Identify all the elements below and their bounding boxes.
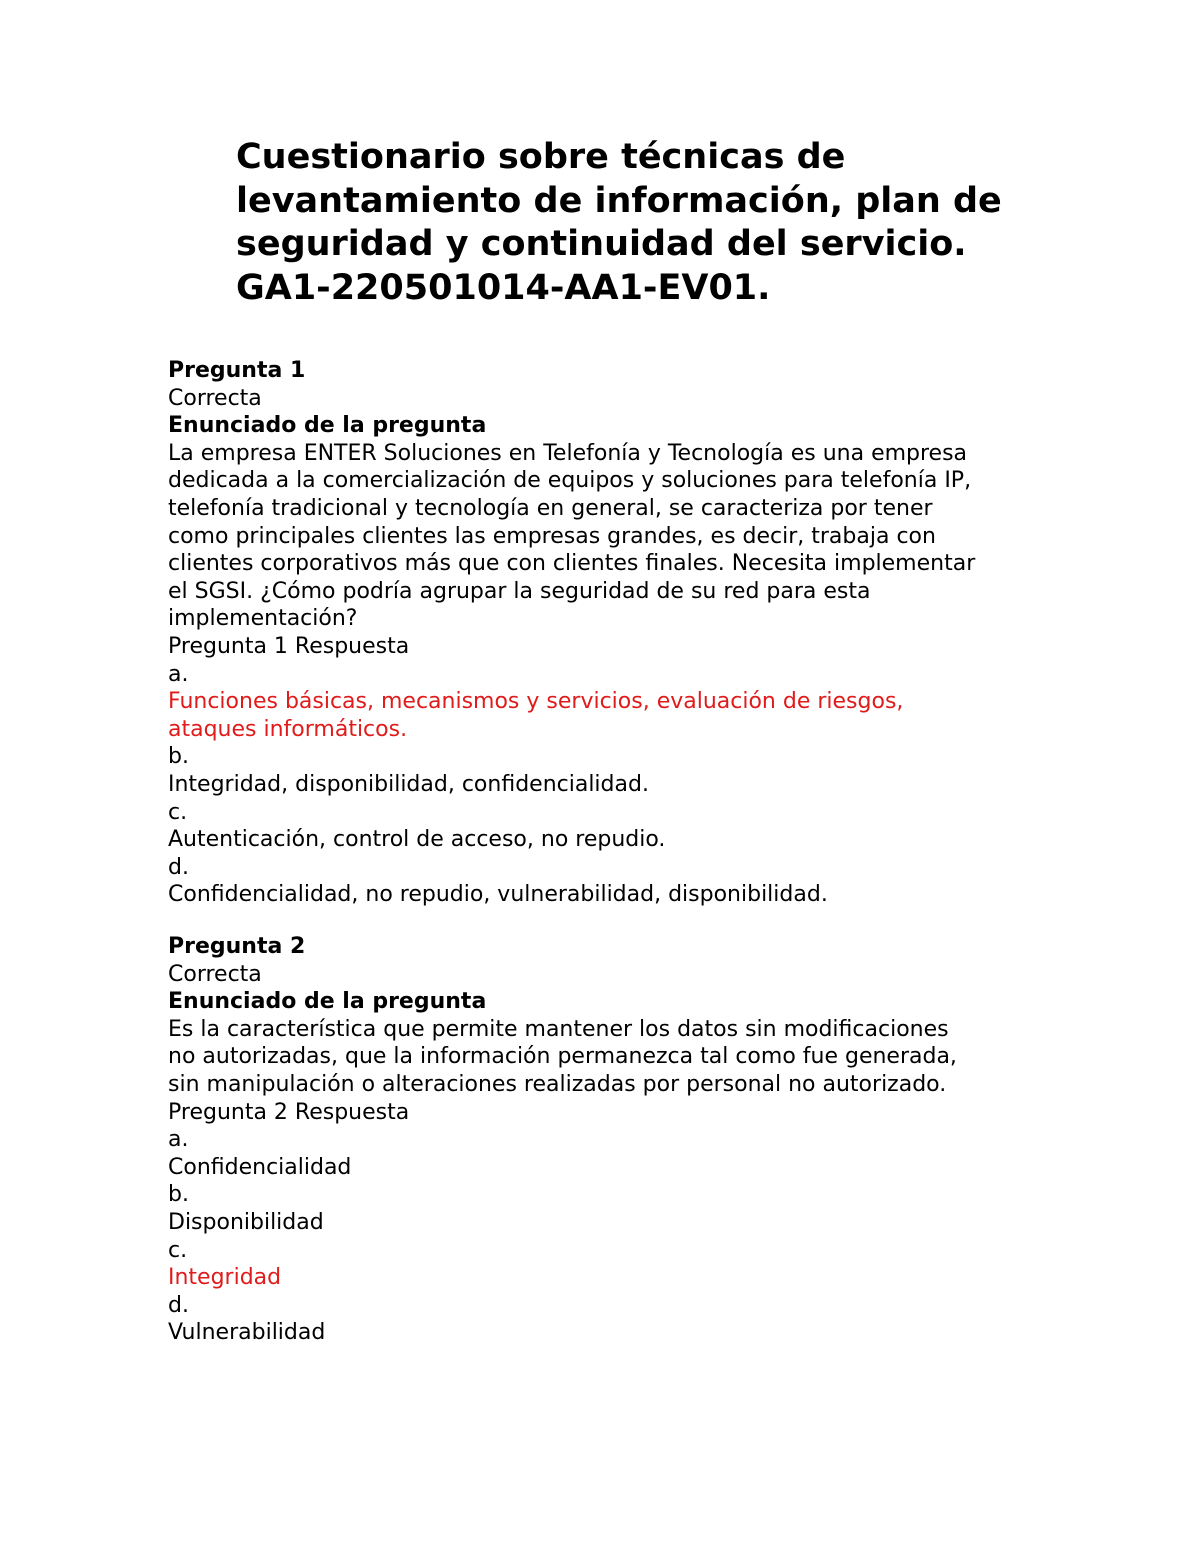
title-line: seguridad y continuidad del servicio. xyxy=(236,224,967,264)
statement-line: Es la característica que permite mantener los datos sin modificaciones xyxy=(168,1016,949,1042)
answer-options xyxy=(168,661,1068,909)
statement-line: implementación? xyxy=(168,606,358,632)
question-2 xyxy=(168,933,1068,1347)
statement-label: Enunciado de la pregunta xyxy=(168,413,487,439)
option-letter: d. xyxy=(168,854,189,880)
question-statement xyxy=(168,440,1068,633)
option-text: Autenticación, control de acceso, no repudio. xyxy=(168,827,666,853)
statement-line: clientes corporativos más que con clientes finales. Necesita implementar xyxy=(168,551,976,577)
statement-line: La empresa ENTER Soluciones en Telefonía y Tecnología es una empresa xyxy=(168,440,968,466)
document-title xyxy=(236,136,1096,310)
option-letter: b. xyxy=(168,1182,189,1208)
option-text-correct: Integridad xyxy=(168,1265,282,1291)
answer-options xyxy=(168,1126,1068,1347)
option-text-correct: ataques informáticos. xyxy=(168,716,408,742)
question-status: Correcta xyxy=(168,385,262,411)
title-line: Cuestionario sobre técnicas de xyxy=(236,137,846,177)
option-letter: c. xyxy=(168,1237,188,1263)
option-letter: b. xyxy=(168,744,189,770)
question-1 xyxy=(168,357,1068,909)
statement-line: no autorizadas, que la información permanezca tal como fue generada, xyxy=(168,1044,957,1070)
question-heading: Pregunta 2 xyxy=(168,934,306,959)
statement-line: dedicada a la comercialización de equipos y soluciones para telefonía IP, xyxy=(168,468,972,494)
answer-label: Pregunta 1 Respuesta xyxy=(168,633,410,659)
statement-line: el SGSI. ¿Cómo podría agrupar la seguridad de su red para esta xyxy=(168,578,871,604)
answer-label: Pregunta 2 Respuesta xyxy=(168,1099,410,1125)
statement-line: telefonía tradicional y tecnología en general, se caracteriza por tener xyxy=(168,495,933,521)
statement-label: Enunciado de la pregunta xyxy=(168,989,487,1015)
option-letter: a. xyxy=(168,661,189,687)
option-letter: c. xyxy=(168,799,188,825)
option-text: Integridad, disponibilidad, confidencialidad. xyxy=(168,771,649,797)
option-text: Confidencialidad, no repudio, vulnerabilidad, disponibilidad. xyxy=(168,882,828,908)
title-line: levantamiento de información, plan de xyxy=(236,180,1002,221)
statement-line: como principales clientes las empresas grandes, es decir, trabaja con xyxy=(168,523,936,549)
option-text-correct: Funciones básicas, mecanismos y servicios, evaluación de riesgos, xyxy=(168,689,904,715)
option-text: Disponibilidad xyxy=(168,1209,324,1235)
option-text: Confidencialidad xyxy=(168,1154,352,1180)
question-status: Correcta xyxy=(168,961,262,987)
title-line: GA1-220501014-AA1-EV01. xyxy=(236,267,771,308)
question-heading: Pregunta 1 xyxy=(168,358,306,383)
option-letter: d. xyxy=(168,1292,189,1318)
option-letter: a. xyxy=(168,1127,189,1153)
question-statement xyxy=(168,1016,1068,1099)
option-text: Vulnerabilidad xyxy=(168,1320,326,1346)
statement-line: sin manipulación o alteraciones realizadas por personal no autorizado. xyxy=(168,1071,947,1097)
